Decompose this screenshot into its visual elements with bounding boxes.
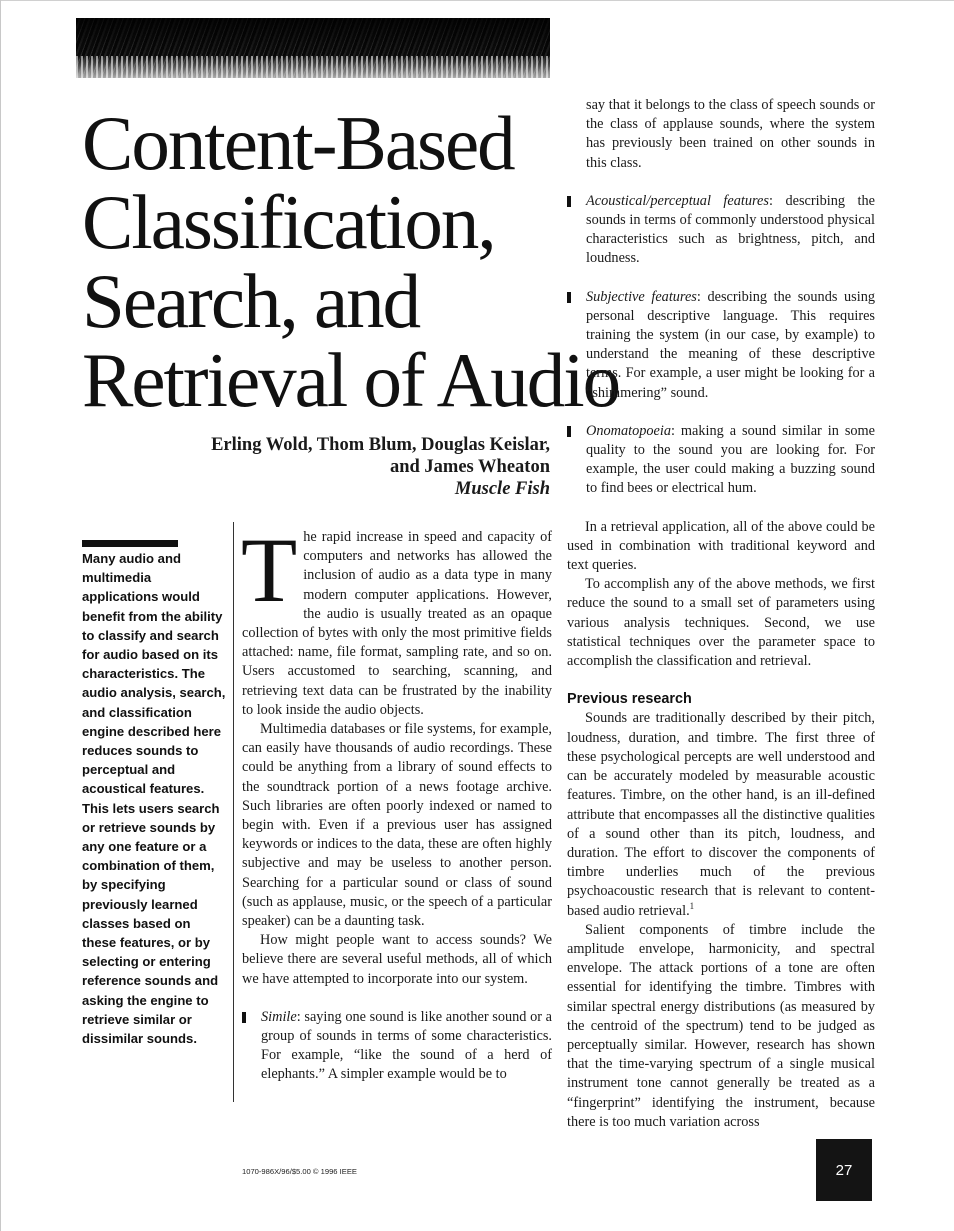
page-number-text: 27 [835,1161,853,1179]
title-line: Search, and [82,258,420,344]
abstract-rule [82,540,178,547]
top-edge [0,0,954,1]
body-column-2 [567,96,875,1132]
bullet-term: Onomatopoeia [586,422,671,439]
page-number [816,1139,872,1201]
bullet-mark [567,426,571,437]
paragraph: In a retrieval application, all of the above could be used in combination with traditional keyword and text queries. [567,518,875,574]
article-title [82,100,620,423]
bullet-text: : making a sound similar in some quality to the sound you are looking for. For example, the user could making a buzzing sound to find bees or electrical hum. [586,422,875,497]
title-line: Classification, [82,179,495,265]
copyright-line: 1070-986X/96/$5.00 © 1996 IEEE [242,1167,357,1176]
bullet-mark [567,292,571,303]
drop-cap: T [241,519,298,621]
paragraph [567,709,875,920]
bullet-continuation: say that it belongs to the class of speech sounds or the class of applause sounds, where the system has previously been trained on other sounds in this class. [586,97,875,171]
footnote-ref[interactable]: 1 [689,900,695,911]
byline [200,434,550,500]
bullet-text: : describing the sounds in terms of commonly understood physical characteristics such as brightness, pitch, and loudness. [586,192,875,267]
bullet-item [242,1008,552,1085]
paragraph: Multimedia databases or file systems, for example, can easily have thousands of audio recordings. These could be anything from a library of sound effects to the soundtrack portion of a news footage archive. Such libraries are often poorly indexed or named to begin with. Even if a previous user has assigned keywords or indices to the data, these are often highly subjective and may be useless to another person. Searching for a particular sound or class of sound (such as applause, music, or the speech of a particular speaker) can be a daunting task. [242,721,552,930]
bullet-term: Acoustical/perceptual features [586,192,769,209]
bullet-mark [567,196,571,207]
affiliation: Muscle Fish [454,479,550,499]
bullet-item [567,422,875,499]
bullet-mark [242,1012,246,1023]
paragraph: How might people want to access sounds? We believe there are several useful methods, all of which we have attempted to incorporate into our system. [242,932,552,987]
title-line: Retrieval of Audio [82,337,620,423]
paragraph-intro [241,519,552,720]
paragraph: Salient components of timbre include the amplitude envelope, harmonicity, and spectral envelope. The attack portions of a tone are often essential for identifying the timbre. Timbres with similar spectral energy distributions (as measured by the centroid of the spectrum) tend to be judged as perceptually similar. However, research has shown that the time-varying spectrum of a single musical instrument tone cannot generally be treated as a “fingerprint” identifying the instrument, because there is too much variation across [567,921,875,1130]
bullet-text: : describing the sounds using personal descriptive language. This requires training the system (in our case, by example) to understand the meaning of these descriptive terms. For example, a user might be looking for a “shimmering” sound. [586,288,875,401]
bullet-term: Subjective features [586,288,697,305]
authors-line: Erling Wold, Thom Blum, Douglas Keislar, [211,435,550,455]
column-divider [233,522,234,1102]
bullet-item [567,192,875,269]
header-banner-image [76,18,550,78]
abstract: Many audio and multimedia applications would benefit from the ability to classify and search for audio based on its characteristics. The audio analysis, search, and classification engine described here reduces sounds to perceptual and acoustical features. This lets users search or retrieve sounds by any one feature or a combination of them, by specifying previously learned classes based on these features, or by selecting or entering reference sounds and asking the engine to retrieve similar or dissimilar sounds. [82,551,226,1047]
intro-text: he rapid increase in speed and capacity of computers and networks has allowed the inclusion of audio as a data type in many modern computer applications. However, the audio is usually treated as an opaque collection of bytes with only the most primitive fields attached: name, file format, sampling rate, and so on. Users accustomed to searching, scanning, and retrieving text data can be frustrated by the inability to look inside the audio objects. [242,529,552,718]
bullet-term: Simile [261,1008,297,1025]
title-line: Content-Based [82,100,514,186]
bullet-text: : saying one sound is like another sound or a group of sounds in terms of some characteristics. For example, “like the sound of a herd of elephants.” A simpler example would be to [261,1008,552,1083]
left-edge [0,0,1,1231]
body-column-1 [241,519,552,1085]
bullet-item [567,288,875,403]
paragraph: To accomplish any of the above methods, we first reduce the sound to a small set of parameters using various analysis techniques. Second, we use statistical techniques over the parameter space to accomplish the classification and retrieval. [567,576,875,670]
authors-line: and James Wheaton [389,457,550,477]
paragraph-text: Sounds are traditionally described by their pitch, loudness, duration, and timbre. The first three of these psychological percepts are well understood and can be accurately modeled by measurable acoustic features. Timbre, on the other hand, is an ill-defined attribute that encompasses all the distinctive qualities of a sound other than its pitch, loudness, and duration. The effort to discover the components of timbre underlies much of the previous psychoacoustic research that is relevant to content-based audio retrieval. [567,710,875,919]
section-heading: Previous research [567,691,692,708]
